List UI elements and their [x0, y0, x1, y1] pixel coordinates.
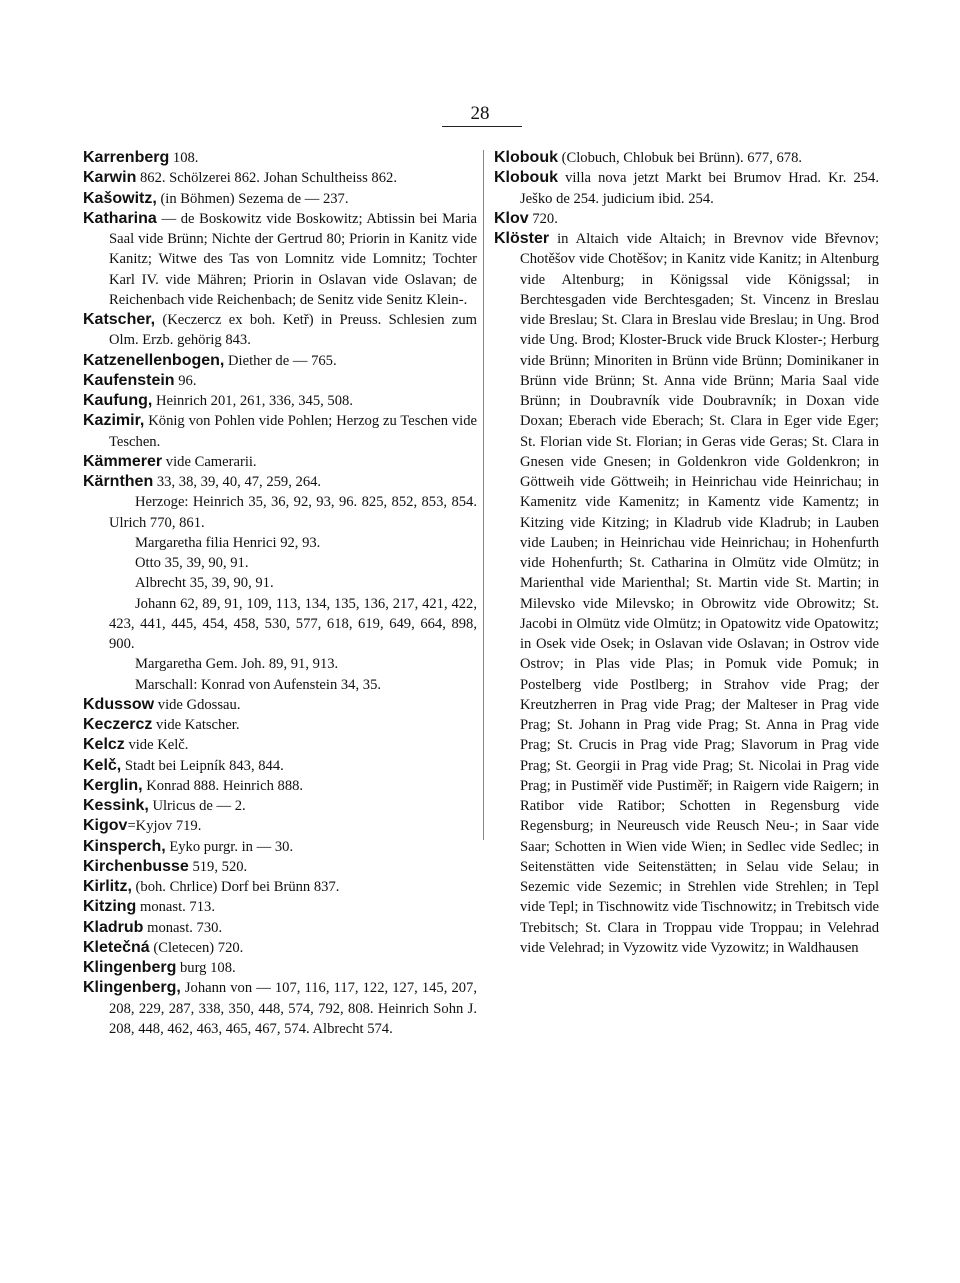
- entry-headword: Kigov: [83, 817, 128, 835]
- entry-text: 720.: [528, 210, 558, 227]
- index-entry: [83, 452, 477, 472]
- index-entry: [83, 837, 477, 857]
- index-entry: [83, 776, 477, 796]
- entry-headword: Klöster: [494, 230, 550, 247]
- entry-headword: Karrenberg: [83, 149, 170, 166]
- entry-headword: Klingenberg,: [83, 979, 181, 997]
- index-entry: [83, 391, 477, 411]
- entry-headword: Kašowitz,: [83, 189, 157, 207]
- entry-text: Margaretha filia Henrici 92, 93.: [135, 534, 321, 551]
- index-entry: [83, 371, 477, 391]
- entry-headword: Kaufung,: [83, 392, 153, 409]
- index-entry: [83, 735, 477, 755]
- entry-text: Heinrich 201, 261, 336, 345, 508.: [152, 393, 353, 409]
- index-entry: [83, 168, 477, 188]
- entry-headword: Kärnthen: [83, 473, 154, 490]
- index-entry: [83, 594, 477, 655]
- entry-headword: Katscher,: [83, 311, 156, 328]
- entry-text: 519, 520.: [188, 858, 248, 875]
- index-entry: [83, 877, 477, 897]
- index-entry: [494, 148, 879, 168]
- index-entry: [83, 351, 477, 371]
- index-entry: [494, 168, 879, 209]
- entry-text: Stadt bei Leipník 843, 844.: [121, 757, 284, 774]
- entry-headword: Karwin: [83, 169, 137, 187]
- index-entry: [83, 209, 477, 310]
- entry-text: Konrad 888. Heinrich 888.: [142, 777, 304, 794]
- index-entry: [83, 411, 477, 452]
- entry-text: vide Kelč.: [124, 737, 189, 754]
- entry-text: Otto 35, 39, 90, 91.: [135, 555, 249, 571]
- entry-headword: Kaufenstein: [83, 371, 175, 389]
- entry-headword: Kitzing: [83, 898, 137, 916]
- entry-text: (boh. Chrlice) Dorf bei Brünn 837.: [131, 879, 340, 895]
- index-entry: [83, 654, 477, 674]
- index-entry: [83, 189, 477, 209]
- entry-headword: Katzenellenbogen,: [83, 351, 225, 369]
- page-number-rule: [442, 126, 522, 127]
- entry-headword: Kdussow: [83, 695, 155, 713]
- entry-headword: Kirchenbusse: [83, 857, 189, 875]
- entry-text: Margaretha Gem. Joh. 89, 91, 913.: [135, 656, 339, 673]
- index-entry: [83, 978, 477, 1039]
- left-column: [83, 148, 477, 1039]
- entry-headword: Klingenberg: [83, 959, 177, 976]
- entry-text: (Clobuch, Chlobuk bei Brünn). 677, 678.: [558, 150, 803, 166]
- entry-text: monast. 713.: [136, 899, 215, 916]
- entry-text: Johann von — 107, 116, 117, 122, 127, 145, 207, 208, 229, 287, 338, 350, 448, 574, 792, 808. Heinrich Sohn J. 208, 448, 462, 463, 465, 467, 574. Albrecht 574.: [109, 980, 477, 1037]
- entry-text: monast. 730.: [143, 919, 223, 936]
- entry-text: Albrecht 35, 39, 90, 91.: [135, 575, 274, 592]
- index-entry: [83, 715, 477, 735]
- right-column: [494, 148, 879, 958]
- entry-text: villa nova jetzt Markt bei Brumov Hrad. Kr. 254. Ješko de 254. judicium ibid. 254.: [520, 170, 879, 207]
- index-entry: [83, 796, 477, 816]
- entry-text: vide Katscher.: [152, 717, 240, 733]
- entry-text: Marschall: Konrad von Aufenstein 34, 35.: [135, 676, 382, 693]
- entry-text: burg 108.: [176, 960, 236, 976]
- entry-headword: Kletečná: [83, 938, 150, 956]
- entry-headword: Keczercz: [83, 716, 153, 733]
- entry-text: =Kyjov 719.: [127, 818, 202, 835]
- index-entry: [83, 897, 477, 917]
- entry-text: Diether de — 765.: [224, 352, 337, 369]
- index-entry: [83, 938, 477, 958]
- index-entry: [83, 675, 477, 695]
- index-entry: [83, 695, 477, 715]
- entry-headword: Kazimir,: [83, 412, 145, 430]
- entry-text: Eyko purgr. in — 30.: [165, 838, 294, 855]
- entry-text: (in Böhmen) Sezema de — 237.: [156, 190, 349, 207]
- index-entry: [83, 148, 477, 168]
- entry-text: (Cletecen) 720.: [149, 939, 244, 956]
- index-entry: [83, 816, 477, 836]
- column-divider: [483, 150, 484, 840]
- entry-text: König von Pohlen vide Pohlen; Herzog zu Teschen vide Teschen.: [109, 413, 477, 450]
- index-entry: [83, 472, 477, 492]
- index-entry: [83, 958, 477, 978]
- entry-text: Johann 62, 89, 91, 109, 113, 134, 135, 136, 217, 421, 422, 423, 441, 445, 454, 458, 530, 577, 618, 619, 649, 664, 898, 900.: [109, 595, 477, 652]
- entry-text: 862. Schölzerei 862. Johan Schultheiss 862.: [136, 170, 397, 187]
- index-entry: [83, 492, 477, 533]
- entry-headword: Kelč,: [83, 756, 122, 774]
- entry-text: 108.: [169, 150, 199, 166]
- entry-text: (Keczercz ex boh. Ketř) in Preuss. Schlesien zum Olm. Erzb. gehörig 843.: [109, 312, 477, 349]
- index-entry: [83, 533, 477, 553]
- entry-text: Herzoge: Heinrich 35, 36, 92, 93, 96. 825, 852, 853, 854. Ulrich 770, 861.: [109, 494, 477, 531]
- entry-headword: Kämmerer: [83, 452, 163, 470]
- entry-headword: Kirlitz,: [83, 878, 132, 895]
- index-entry: [83, 553, 477, 573]
- index-entry: [494, 209, 879, 229]
- entry-text: 96.: [174, 372, 197, 389]
- entry-text: vide Camerarii.: [162, 453, 257, 470]
- index-entry: [494, 229, 879, 958]
- index-entry: [83, 756, 477, 776]
- entry-headword: Kinsperch,: [83, 837, 166, 855]
- index-entry: [83, 310, 477, 351]
- index-entry: [83, 918, 477, 938]
- entry-headword: Klobouk: [494, 149, 558, 166]
- entry-headword: Kessink,: [83, 797, 149, 814]
- entry-headword: Kladrub: [83, 918, 144, 936]
- entry-headword: Kelcz: [83, 736, 125, 754]
- page-number: 28: [470, 103, 490, 124]
- entry-text: in Altaich vide Altaich; in Brevnov vide Břevnov; Chotěšov vide Chotěšov; in Kanitz vide Kanitz; in Altenburg vide Altenburg; in Königssal vide Königssal; in Berchtesgaden vide Berchtesgaden; St. Vincenz in Breslau vide Breslau; St. Clara in Breslau vide Breslau; in Ung. Brod vide Ung. Brod; Kloster-Bruck vide Bruck Kloster-; Herburg vide Brünn; Minoriten in Brünn vide Brünn; Dominikaner in Brünn vide Brünn; St. Anna vide Brünn; Maria Saal vide Brünn; in Doubravník vide Doubravník; in Doxan vide Doxan; Eberach vide Eberach; St. Clara in Eger vide Eger; St. Florian vide St. Florian; in Geras vide Geras; St. Clara in Gnesen vide Gnesen; in Goldenkron vide Goldenkron; in Göttweih vide Göttweih; in Heinrichau vide Heinrichau; in Kamenitz vide Kamenitz; in Kamentz vide Kamentz; in Kitzing vide Kitzing; in Kladrub vide Kladrub; in Lauben vide Lauben; in Heinrichau vide Heinrichau; in Hohenfurth vide Hohenfurth; St. Catharina in Olmütz vide Olmütz; in Marienthal vide Marienthal; St. Martin vide St. Martin; in Milevsko vide Milevsko; in Obrowitz vide Obrowitz; St. Jacobi in Olmütz vide Olmütz; in Opatowitz vide Opatowitz; in Osek vide Osek; in Oslavan vide Oslavan; in Ostrov vide Ostrov; in Plas vide Plas; in Pomuk vide Pomuk; in Postelberg vide Postlberg; in Strahov vide Prag; der Kreutzherren in Prag vide Prag; der Malteser in Prag vide Prag; St. Johann in Prag vide Prag; St. Anna in Prag vide Prag; St. Crucis in Prag vide Prag; Slavorum in Prag vide Prag; St. Georgii in Prag vide Prag; St. Nicolai in Prag vide Prag; in Pustiměř vide Pustiměř; in Raigern vide Raigern; in Ratibor vide Ratibor; Schotten in Regensburg vide Regensburg; in Neureusch vide Reusch Neu-; in Saar vide Saar; Schotten in Wien vide Wien; in Sedlec vide Sedlec; in Seitenstätten vide Seitenstätten; in Selau vide Selau; in Sezemic vide Sezemic; in Strehlen vide Strehlen; in Tepl vide Tepl; in Tischnowitz vide Tischnowitz; in Trebitsch vide Trebitsch; St. Clara in Troppau vide Troppau; in Velehrad vide Velehrad; in Vyzowitz vide Vyzowitz; in Waldhausen: [520, 231, 879, 956]
- entry-headword: Klov: [494, 209, 529, 227]
- entry-text: 33, 38, 39, 40, 47, 259, 264.: [153, 474, 322, 490]
- entry-headword: Klobouk: [494, 169, 558, 187]
- entry-text: Ulricus de — 2.: [148, 798, 246, 814]
- entry-text: — de Boskowitz vide Boskowitz; Abtissin bei Maria Saal vide Brünn; Nichte der Gertrud 80; Priorin in Kanitz vide Kanitz; Witwe des Tas von Lomnitz vide Lomnitz; Tochter Karl IV. vide Mähren; Priorin in Oslavan vide Oslavan; de Reichenbach vide Reichenbach; de Senitz vide Senitz Klein-.: [109, 210, 477, 308]
- index-entry: [83, 857, 477, 877]
- index-entry: [83, 573, 477, 593]
- entry-text: vide Gdossau.: [154, 696, 241, 713]
- entry-headword: Katharina: [83, 209, 157, 227]
- entry-headword: Kerglin,: [83, 776, 143, 794]
